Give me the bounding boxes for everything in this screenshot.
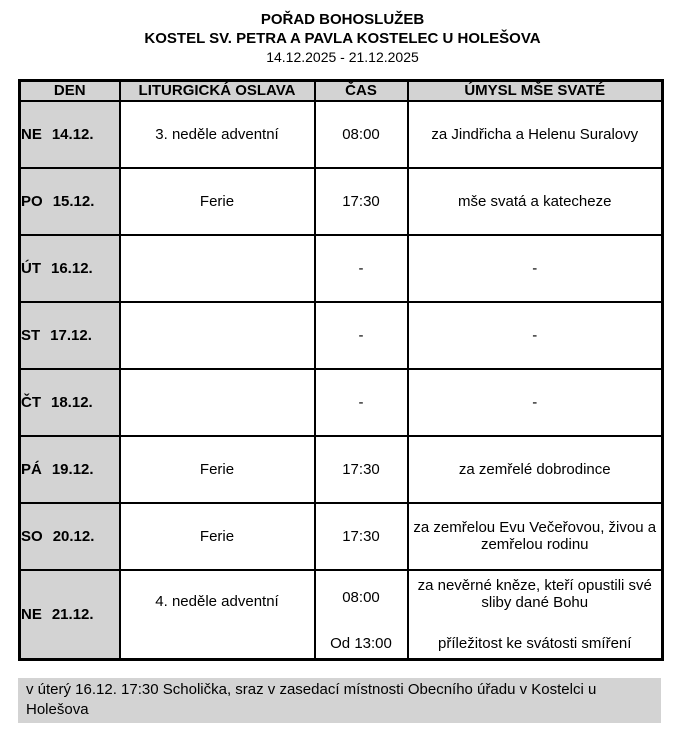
day-date: 15.12. [52, 192, 95, 210]
celebration-text: 4. neděle adventní [155, 592, 279, 610]
day-cell [20, 101, 120, 168]
time-cell: 17:30 [315, 436, 408, 503]
table-row-ct-18 [20, 369, 663, 436]
day-cell [20, 369, 120, 436]
celebration-cell: Ferie [120, 436, 315, 503]
day-abbr: NE [21, 605, 42, 623]
table-row-pa-19 [20, 436, 663, 503]
celebration-cell [120, 570, 315, 660]
table-row-ut-16 [20, 235, 663, 302]
intention-cell: za zemřelou Evu Večeřovou, živou a zemřelou rodinu [408, 503, 663, 570]
intention-cell: za Jindřicha a Helenu Suralovy [408, 101, 663, 168]
table-row-ne-21 [20, 570, 663, 660]
time-cell: - [315, 369, 408, 436]
intention-second: příležitost ke svátosti smíření [438, 634, 632, 652]
table-row-ne-14 [20, 101, 663, 168]
day-date: 21.12. [51, 605, 94, 623]
title-block [0, 0, 685, 67]
day-date: 18.12. [51, 393, 93, 411]
time-cell: 17:30 [315, 168, 408, 235]
footer-note: v úterý 16.12. 17:30 Scholička, sraz v zasedací místnosti Obecního úřadu v Kostelci u Holešova [18, 678, 661, 723]
header-time: ČAS [315, 81, 408, 101]
day-cell [20, 302, 120, 369]
intention-cell: - [408, 369, 663, 436]
schedule-table [18, 79, 664, 661]
day-date: 19.12. [51, 460, 94, 478]
intention-cell [408, 570, 663, 660]
day-abbr: ČT [21, 393, 41, 411]
page-title: POŘAD BOHOSLUŽEB [260, 11, 425, 28]
day-abbr: ÚT [21, 259, 41, 277]
day-abbr: NE [21, 125, 42, 143]
celebration-cell [120, 369, 315, 436]
time-cell: - [315, 235, 408, 302]
time-cell [315, 570, 408, 660]
day-cell [20, 503, 120, 570]
header-day: DEN [20, 81, 120, 101]
day-date: 20.12. [52, 527, 95, 545]
day-abbr: SO [21, 527, 43, 545]
day-cell [20, 570, 120, 660]
day-cell [20, 436, 120, 503]
time-cell: 08:00 [315, 101, 408, 168]
celebration-cell: 3. neděle adventní [120, 101, 315, 168]
intention-cell: mše svatá a katecheze [408, 168, 663, 235]
header-intention: ÚMYSL MŠE SVATÉ [408, 81, 663, 101]
time-cell: 17:30 [315, 503, 408, 570]
day-date: 17.12. [50, 326, 92, 344]
table-row-so-20 [20, 503, 663, 570]
intention-first: za nevěrné kněze, kteří opustili své sliby dané Bohu [417, 576, 652, 611]
day-cell [20, 235, 120, 302]
celebration-cell [120, 235, 315, 302]
intention-cell: za zemřelé dobrodince [408, 436, 663, 503]
intention-cell: - [408, 302, 663, 369]
time-cell: - [315, 302, 408, 369]
date-range: 14.12.2025 - 21.12.2025 [266, 49, 419, 65]
day-abbr: PÁ [21, 460, 42, 478]
time-second: Od 13:00 [330, 634, 392, 652]
day-date: 16.12. [51, 259, 93, 277]
table-row-po-15 [20, 168, 663, 235]
day-abbr: PO [21, 192, 43, 210]
page-subtitle: KOSTEL SV. PETRA A PAVLA KOSTELEC U HOLEŠOVA [144, 30, 541, 47]
celebration-cell: Ferie [120, 168, 315, 235]
time-first: 08:00 [342, 588, 380, 606]
day-cell [20, 168, 120, 235]
intention-cell: - [408, 235, 663, 302]
header-celebration: LITURGICKÁ OSLAVA [120, 81, 315, 101]
day-date: 14.12. [51, 125, 94, 143]
table-header-row [20, 81, 663, 101]
day-abbr: ST [21, 326, 41, 344]
celebration-cell: Ferie [120, 503, 315, 570]
table-row-st-17 [20, 302, 663, 369]
celebration-cell [120, 302, 315, 369]
